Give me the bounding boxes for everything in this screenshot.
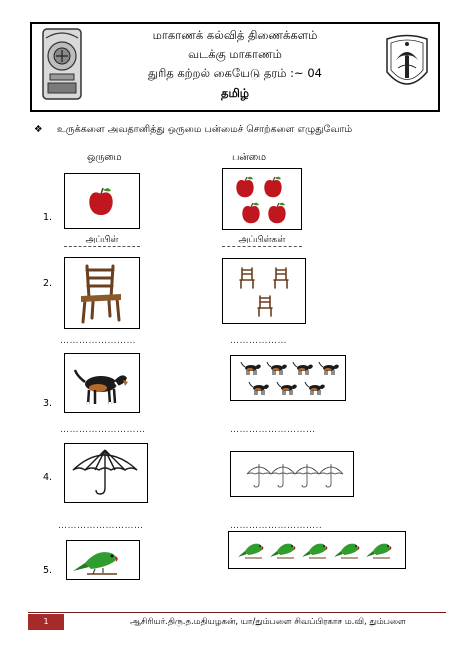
singular-answer: அப்பிள் [64, 235, 140, 247]
sri-lanka-emblem-icon [42, 28, 82, 100]
row-number: 3. [43, 398, 53, 409]
singular-answer: …………………… [60, 336, 136, 346]
dogs-icon [231, 356, 344, 399]
row-number: 2. [43, 278, 53, 289]
footer-divider [28, 612, 446, 613]
dog-icon [65, 354, 138, 411]
plural-answer: ……………… [230, 336, 287, 346]
plural-picture-box [230, 355, 346, 401]
footer-credit: ஆசிரியர்.திரு.த.மதியழகன், யா/தும்பளை சிவப்பிரகாச ம.வி, தும்பளை [130, 617, 406, 627]
instruction-text: உருக்களை அவதானித்து ஒருமை பன்மைச் சொற்களை எழுதுவோம் [57, 124, 353, 135]
row-number: 4. [43, 472, 53, 483]
instruction-bullet: ❖ [34, 124, 43, 135]
singular-answer: ……………………… [60, 425, 146, 435]
plural-picture-box [222, 258, 306, 324]
plural-picture-box [228, 531, 406, 569]
row-number: 1. [43, 212, 53, 223]
plural-answer: அப்பிள்கள் [222, 235, 302, 247]
plural-answer: ……………………….. [230, 521, 323, 531]
singular-picture-box [64, 173, 140, 229]
umbrellas-icon [231, 452, 352, 495]
plural-picture-box [230, 451, 354, 497]
column-singular-heading: ஒருமை [87, 152, 122, 163]
apple-icon [65, 174, 138, 227]
header-province: வடக்கு மாகாணம் [188, 47, 282, 61]
plural-picture-box [222, 168, 302, 230]
singular-picture-box [64, 353, 140, 413]
plural-answer: ……………………… [230, 425, 316, 435]
parrot-icon [67, 541, 138, 578]
singular-picture-box [64, 443, 148, 503]
chairs-icon [223, 259, 304, 322]
parrots-icon [229, 532, 404, 567]
umbrella-icon [65, 444, 146, 501]
singular-answer: ……………………… [58, 521, 144, 531]
header-subject: தமிழ் [220, 86, 250, 100]
singular-picture-box [66, 540, 140, 580]
school-crest-icon [382, 34, 432, 94]
header-title: மாகாணக் கல்வித் திணைக்களம் [152, 28, 318, 42]
header-handbook-grade: துரித கற்றல் கையேடு தரம் :~ 04 [148, 66, 322, 80]
chair-icon [65, 258, 138, 327]
singular-picture-box [64, 257, 140, 329]
page-number: 1 [28, 614, 64, 630]
row-number: 5. [43, 565, 53, 576]
column-plural-heading: பன்மை [232, 152, 266, 163]
apples-icon [223, 169, 300, 228]
